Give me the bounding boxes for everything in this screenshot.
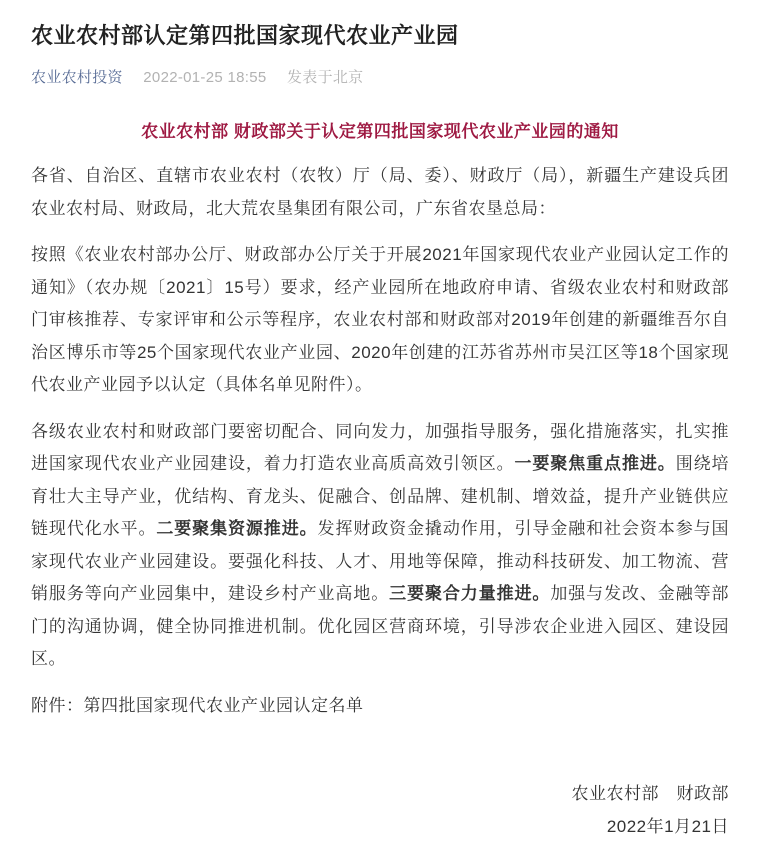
account-name-link[interactable]: 农业农村投资 [31,68,123,86]
publish-location: 发表于北京 [286,68,364,86]
article-title: 农业农村部认定第四批国家现代农业产业园 [31,23,459,48]
signature-date: 2022年1月21日 [606,816,729,836]
requirements-segment-3: 发挥财政资金撬动作用，引导金融和社会资本参与国家现代农业产业园建设。要强化科技、人才、用地等保障，推动科技研发、加工物流、营销服务等向产业园集中，建设乡村产业高地。 [31,519,730,604]
paragraph-requirements [31,416,729,676]
requirements-segment-1: 各级农业农村和财政部门要密切配合、同向发力，加强指导服务，强化措施落实，扎实推进国家现代农业产业园建设，着力打造农业高质高效引领区。 [31,421,729,474]
paragraph-recognition: 按照《农业农村部办公厅、财政部办公厅关于开展2021年国家现代农业产业园认定工作的通知》（农办规〔2021〕15号）要求，经产业园所在地政府申请、省级农业农村和财政部门审核推荐、专家评审和公示等程序，农业农村部和财政部对2019年创建的新疆维吾尔自治区博乐市等25个国家现代农业产业园、2020年创建的江苏省苏州市吴江区等18个国家现代农业产业园予以认定（具体名单见附件）。 [31,245,729,395]
requirements-segment-4: 加强与发改、金融等部门的沟通协调，健全协同推进机制。优化园区营商环境，引导涉农企业进入园区、建设园区。 [31,584,730,669]
requirements-key-point-3: 三要聚合力量推进。 [389,584,551,604]
publish-datetime: 2022-01-25 18:55 [143,68,267,86]
requirements-key-point-2: 二要聚集资源推进。 [156,519,318,539]
paragraph-greeting: 各省、自治区、直辖市农业农村（农牧）厅（局、委）、财政厅（局），新疆生产建设兵团农业农村局、财政局，北大荒农垦集团有限公司，广东省农垦总局： [31,166,729,218]
signature-block [31,778,729,843]
requirements-key-point-1: 一要聚焦重点推进。 [514,454,676,474]
article-meta [31,69,729,87]
notice-heading: 农业农村部 财政部关于认定第四批国家现代农业产业园的通知 [141,121,619,141]
signature-org: 农业农村部 财政部 [571,784,729,804]
attachment-line: 附件：第四批国家现代农业产业园认定名单 [31,695,364,715]
requirements-segment-2: 围绕培育壮大主导产业，优结构、育龙头、促融合、创品牌、建机制、增效益，提升产业链供应链现代化水平。 [31,454,730,539]
